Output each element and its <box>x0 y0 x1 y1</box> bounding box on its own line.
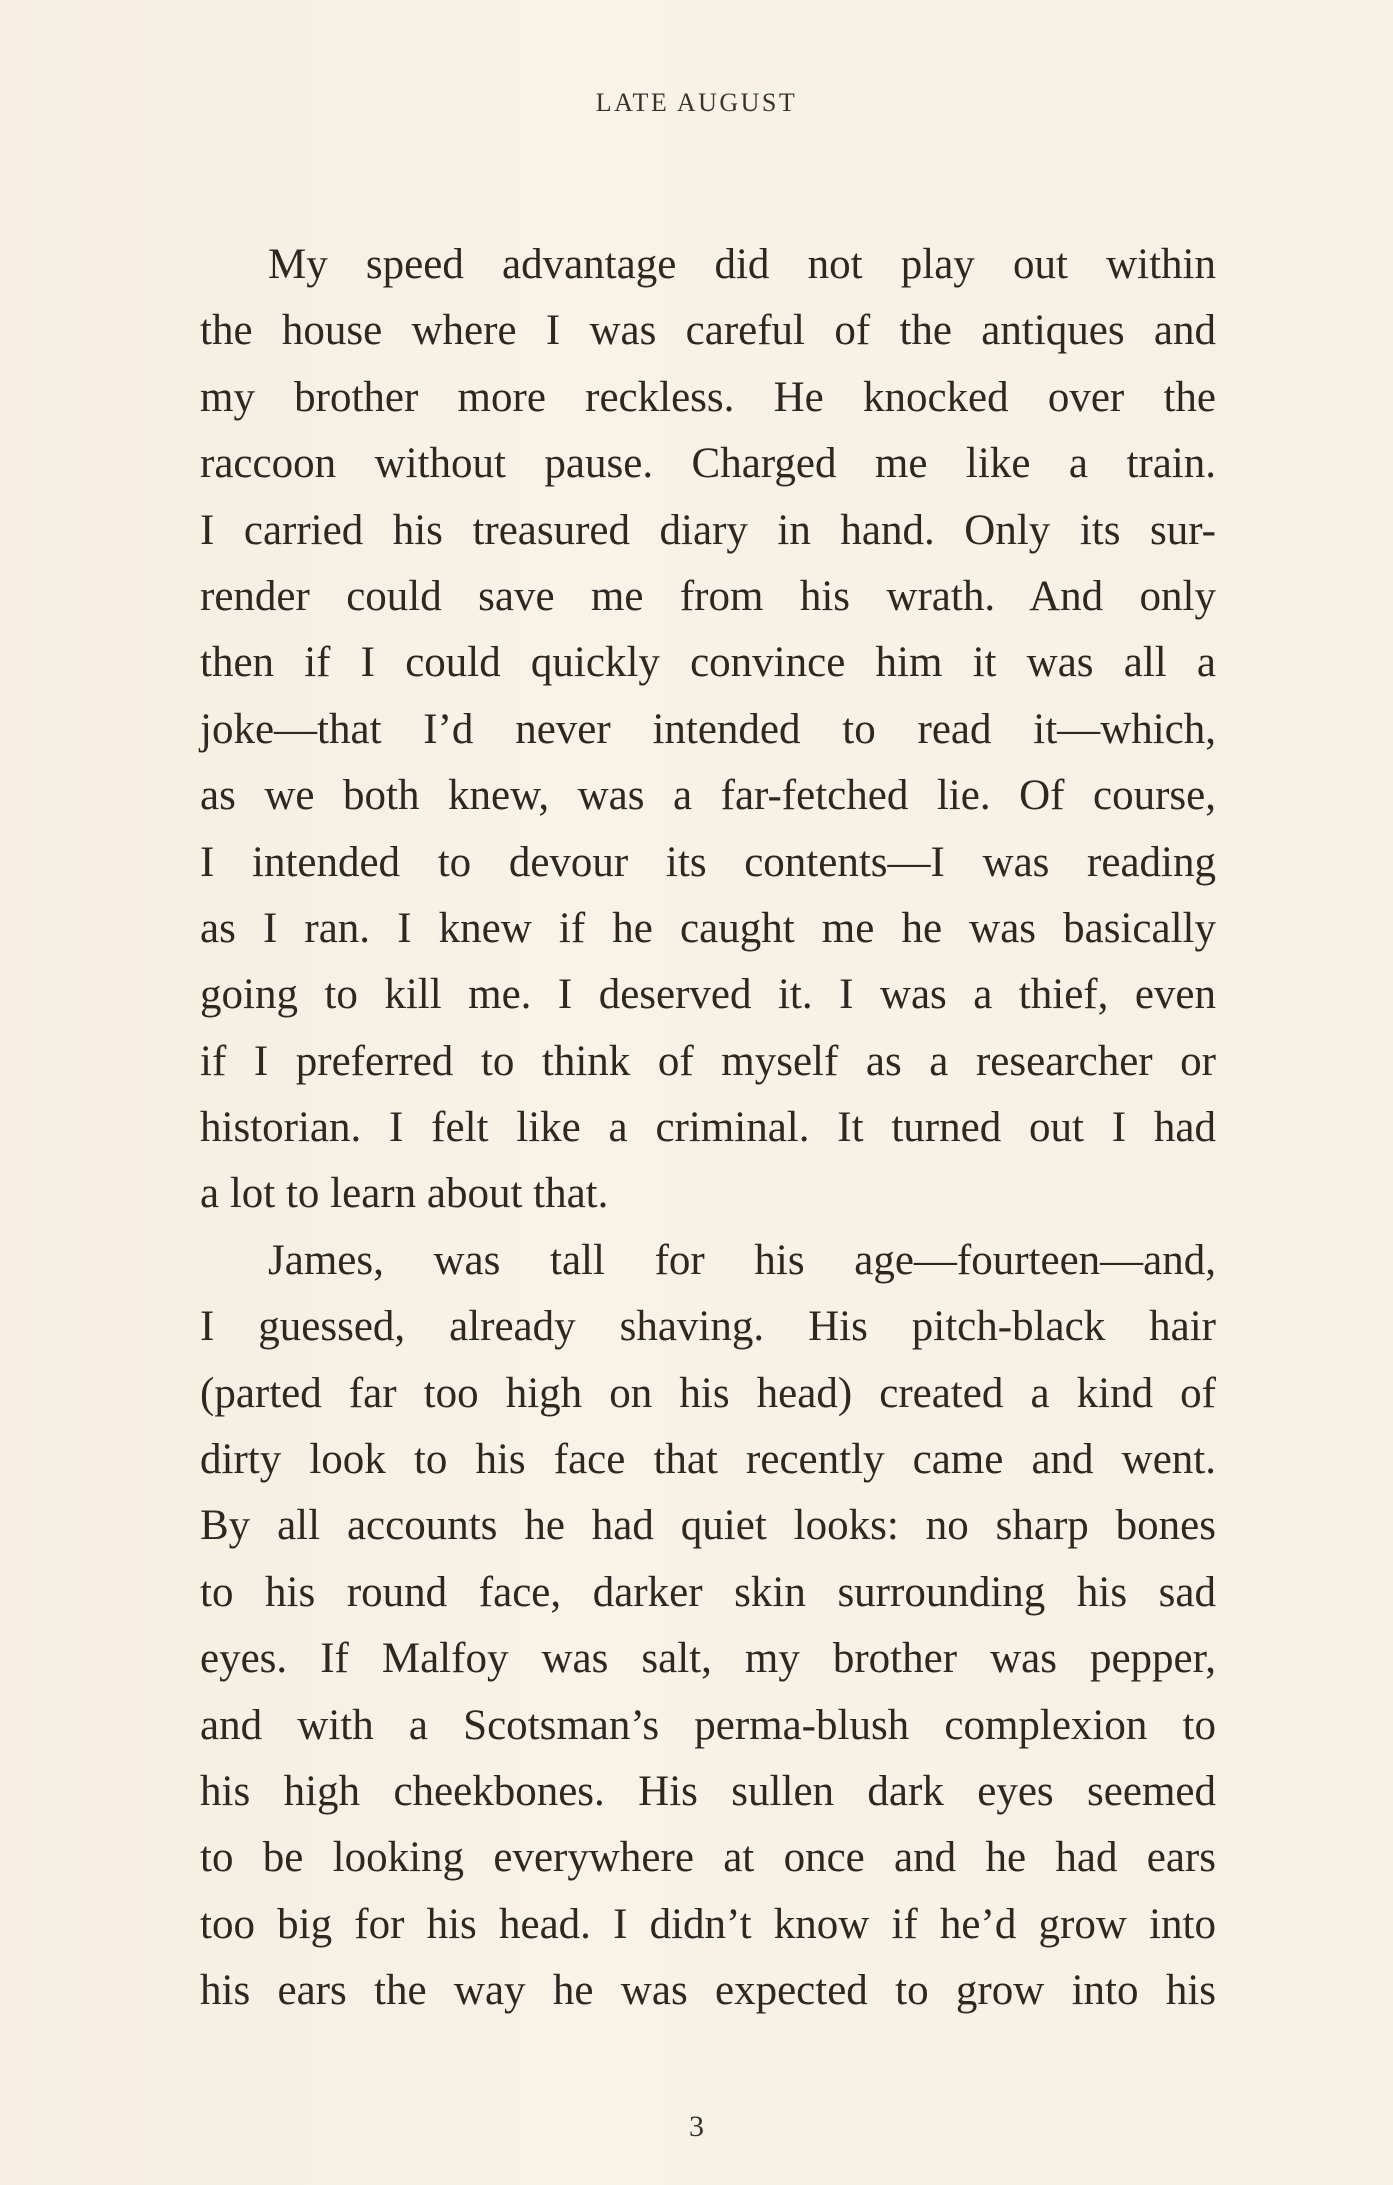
text-line: too big for his head. I didn’t know if he’d grow into <box>200 1900 1216 1948</box>
text-line: and with a Scotsman’s perma-blush complexion to <box>200 1701 1216 1749</box>
running-head: LATE AUGUST <box>595 88 798 117</box>
text-line: if I preferred to think of myself as a researcher or <box>200 1037 1216 1085</box>
text-line: the house where I was careful of the antiques and <box>200 307 1216 355</box>
text-line: historian. I felt like a criminal. It turned out I had <box>200 1104 1216 1152</box>
text-line: to be looking everywhere at once and he had ears <box>200 1834 1216 1882</box>
text-line: I intended to devour its contents—I was reading <box>200 838 1216 886</box>
text-line: By all accounts he had quiet looks: no sharp bones <box>200 1502 1216 1550</box>
text-line: (parted far too high on his head) created a kind of <box>200 1369 1216 1417</box>
text-line: his high cheekbones. His sullen dark eyes seemed <box>200 1767 1216 1815</box>
body-text <box>200 232 1216 2025</box>
text-line: I carried his treasured diary in hand. Only its sur- <box>200 506 1216 554</box>
text-line: then if I could quickly convince him it was all a <box>200 639 1216 687</box>
text-line: joke—that I’d never intended to read it—which, <box>200 705 1216 753</box>
page-number: 3 <box>689 2110 704 2143</box>
text-line: eyes. If Malfoy was salt, my brother was pepper, <box>200 1635 1216 1683</box>
text-line: raccoon without pause. Charged me like a train. <box>200 440 1216 488</box>
text-line: dirty look to his face that recently came and went. <box>200 1436 1216 1484</box>
text-line: My speed advantage did not play out within <box>268 241 1216 288</box>
text-line: to his round face, darker skin surrounding his sad <box>200 1568 1216 1616</box>
text-line: as we both knew, was a far-fetched lie. Of course, <box>200 772 1216 820</box>
text-line: a lot to learn about that. <box>200 1170 609 1218</box>
text-line: his ears the way he was expected to grow into his <box>200 1967 1216 2015</box>
text-line: as I ran. I knew if he caught me he was basically <box>200 904 1216 952</box>
text-line: going to kill me. I deserved it. I was a thief, even <box>200 971 1216 1019</box>
text-line: James, was tall for his age—fourteen—and, <box>268 1236 1216 1284</box>
text-line: my brother more reckless. He knocked over the <box>200 373 1216 421</box>
text-line: render could save me from his wrath. And only <box>200 572 1216 620</box>
text-line: I guessed, already shaving. His pitch-black hair <box>200 1303 1216 1351</box>
